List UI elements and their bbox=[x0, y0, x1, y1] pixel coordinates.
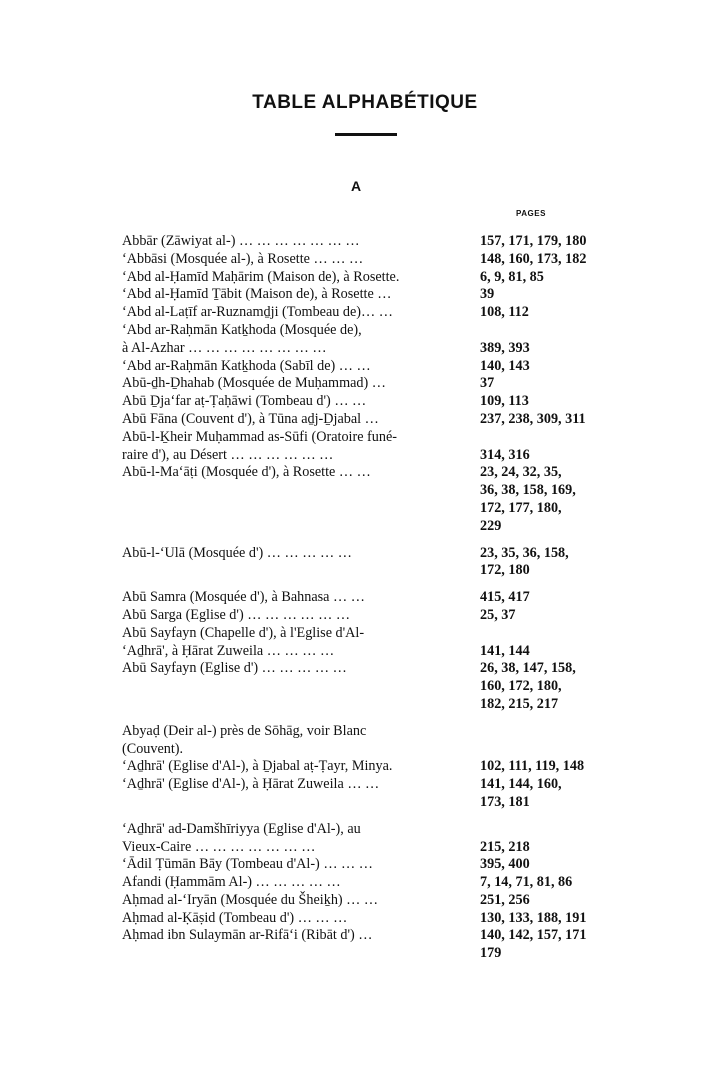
entry-pages: 237, 238, 309, 311 bbox=[480, 410, 586, 427]
entry-pages: 141, 144, 160, 173, 181 bbox=[480, 776, 562, 810]
index-entry bbox=[0, 269, 720, 287]
index-entry bbox=[0, 589, 720, 607]
entry-name: Abū Ḏjaʻfar aṭ-Ṭaḥāwi (Tombeau d') … … bbox=[122, 393, 367, 410]
index-entry bbox=[0, 464, 720, 535]
index-entry bbox=[0, 429, 720, 465]
index-entry bbox=[0, 304, 720, 322]
index-entry bbox=[0, 758, 720, 776]
entry-pages: 148, 160, 173, 182 bbox=[480, 250, 587, 267]
entry-pages: 140, 143 bbox=[480, 357, 530, 374]
index-entry bbox=[0, 251, 720, 269]
entry-name: ʻAḏhrā' (Eglise d'Al-), à Ḥārat Zuweila … … bbox=[122, 776, 380, 793]
entry-name: ʻAbbāsi (Mosquée al-), à Rosette … … … bbox=[122, 250, 364, 267]
entry-pages: 37 bbox=[480, 375, 495, 392]
index-entry bbox=[0, 856, 720, 874]
entry-pages: 215, 218 bbox=[480, 838, 530, 855]
index-entry bbox=[0, 927, 720, 963]
entry-name: ʻAbd ar-Raḥmān Katḵhoda (Mosquée de), à Al-Azhar … … … … … … … … bbox=[122, 321, 362, 356]
index-entry bbox=[0, 233, 720, 251]
entry-name: Abū Sarga (Eglise d') … … … … … … bbox=[122, 606, 351, 623]
entry-pages: 23, 35, 36, 158, 172, 180 bbox=[480, 544, 569, 579]
entry-name: Abū Sayfayn (Eglise d') … … … … … bbox=[122, 660, 347, 677]
entry-name: Aḥmad al-Ḳāṣid (Tombeau d') … … … bbox=[122, 909, 348, 926]
entry-name: Abū Samra (Mosquée d'), à Bahnasa … … bbox=[122, 589, 365, 606]
entry-name: ʻAḏhrā' (Eglise d'Al-), à Ḏjabal aṭ-Ṭayr, Minya. bbox=[122, 758, 393, 775]
entry-pages: 314, 316 bbox=[480, 446, 530, 463]
entry-name: ʻAḏhrā' ad-Damšhīriyya (Eglise d'Al-), au Vieux-Caire … … … … … … … bbox=[122, 820, 361, 855]
index-entry bbox=[0, 286, 720, 304]
index-entry bbox=[0, 358, 720, 376]
entry-pages: 26, 38, 147, 158, 160, 172, 180, 182, 215, 217 bbox=[480, 660, 576, 712]
entry-name: ʻAbd ar-Raḥmān Katḵhoda (Sabīl de) … … bbox=[122, 357, 371, 374]
index-entry bbox=[0, 545, 720, 581]
entry-pages: 415, 417 bbox=[480, 589, 530, 606]
index-entry bbox=[0, 910, 720, 928]
title-rule bbox=[335, 133, 397, 136]
index-entry bbox=[0, 776, 720, 812]
pages-column-header: PAGES bbox=[516, 209, 546, 218]
entry-name: ʻAbd al-Laṭīf ar-Ruznamḏji (Tombeau de)… … bbox=[122, 304, 393, 321]
entry-name: Abū-l-Maʻāṭi (Mosquée d'), à Rosette … … bbox=[122, 464, 371, 481]
entry-pages: 389, 393 bbox=[480, 339, 530, 356]
index-entry bbox=[0, 723, 720, 759]
entry-pages: 109, 113 bbox=[480, 393, 529, 410]
entry-name: ʻĀdil Ṭūmān Bāy (Tombeau d'Al-) … … … bbox=[122, 856, 373, 873]
entry-name: Abū Sayfayn (Chapelle d'), à l'Eglise d'Al- ʻAḏhrā', à Ḥārat Zuweila … … … … bbox=[122, 624, 365, 659]
entry-name: Afandi (Ḥammām Al-) … … … … … bbox=[122, 874, 341, 891]
section-letter: A bbox=[350, 178, 362, 194]
index-entries bbox=[0, 233, 720, 963]
entry-pages: 6, 9, 81, 85 bbox=[480, 268, 544, 285]
index-entry bbox=[0, 393, 720, 411]
entry-name: Abyaḍ (Deir al-) près de Sōhāg, voir Blanc (Couvent). bbox=[122, 722, 367, 757]
entry-pages: 251, 256 bbox=[480, 891, 530, 908]
entry-pages: 141, 144 bbox=[480, 642, 530, 659]
page-title: TABLE ALPHABÉTIQUE bbox=[252, 92, 478, 113]
index-entry bbox=[0, 322, 720, 358]
entry-name: Abū-ḏh-Ḏhahab (Mosquée de Muḥammad) … bbox=[122, 375, 386, 392]
entry-pages: 25, 37 bbox=[480, 606, 516, 623]
entry-pages: 7, 14, 71, 81, 86 bbox=[480, 874, 573, 891]
entry-pages: 102, 111, 119, 148 bbox=[480, 758, 585, 775]
entry-name: Abū Fāna (Couvent d'), à Tūna aḏj-Ḏjabal … bbox=[122, 410, 379, 427]
index-entry bbox=[0, 892, 720, 910]
entry-name: Abū-l-Ḵheir Muḥammad as-Sūfi (Oratoire funé- raire d'), au Désert … … … … … … bbox=[122, 428, 397, 463]
index-entry bbox=[0, 411, 720, 429]
entry-name: Abbār (Zāwiyat al-) … … … … … … … bbox=[122, 233, 360, 249]
index-entry bbox=[0, 607, 720, 625]
index-entry bbox=[0, 625, 720, 661]
entry-name: Aḥmad ibn Sulaymān ar-Rifāʻi (Ribāt d') … bbox=[122, 927, 373, 944]
entry-pages: 23, 24, 32, 35, 36, 38, 158, 169, 172, 177, 180, 229 bbox=[480, 464, 576, 534]
index-entry bbox=[0, 874, 720, 892]
entry-pages: 140, 142, 157, 171 179 bbox=[480, 927, 587, 962]
entry-pages: 108, 112 bbox=[480, 304, 529, 321]
index-entry bbox=[0, 375, 720, 393]
entry-pages: 130, 133, 188, 191 bbox=[480, 909, 587, 926]
entry-name: ʻAbd al-Ḥamīd Maḥārim (Maison de), à Rosette. bbox=[122, 268, 400, 285]
entry-name: Aḥmad al-ʻIryān (Mosquée du Šheiḵh) … … bbox=[122, 891, 379, 908]
entry-pages: 395, 400 bbox=[480, 856, 530, 873]
entry-pages: 157, 171, 179, 180 bbox=[480, 233, 587, 249]
entry-name: Abū-l-ʻUlā (Mosquée d') … … … … … bbox=[122, 544, 352, 561]
index-entry bbox=[0, 821, 720, 857]
index-entry bbox=[0, 660, 720, 713]
entry-name: ʻAbd al-Ḥamīd Ṯābit (Maison de), à Rosette … bbox=[122, 286, 392, 303]
entry-pages: 39 bbox=[480, 286, 495, 303]
